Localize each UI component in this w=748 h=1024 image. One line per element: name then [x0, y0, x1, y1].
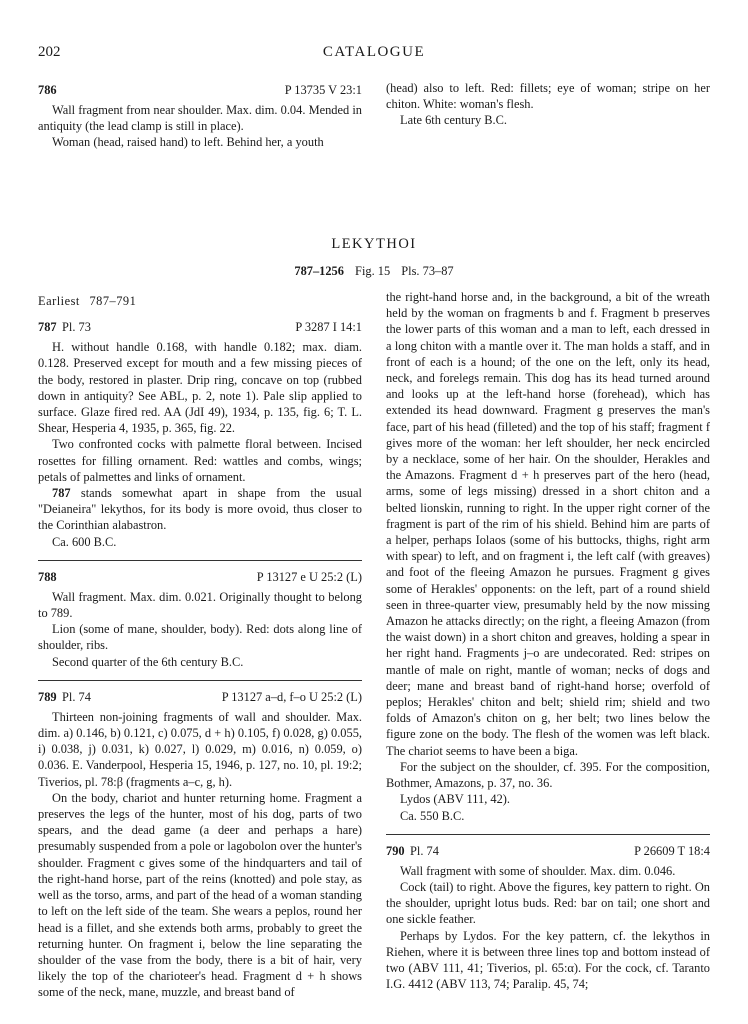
entry-789-decoration-continued: the right-hand horse and, in the background, a bit of the wreath held by the woman on fragments b and f. Fragment b preserves the lower parts of this woman and a man to left, each dressed in a long chiton with a mantle over it. The man holds a staff, and in front of each is a hound; of the one on the left, only its head, neck, and forelegs remain. This dog has its head turned around and looks up at the left-hand horse (forehead), which has extended its head downward. Fragment g preserves the man's face, part of his head (filleted) and the top of his staff; fragment f gives more of the woman: her left shoulder, her neck encircled by a necklace, some of her hair. On the shoulder, Herakles and the Amazons. Fragment d + h preserves part of the hero (head, arms, some of legs missing) dressed in a short chiton and a belted lionskin, running to right. In the upper right corner of the fragment is part of the rim of his shield. Behind him are parts of a helper, perhaps Iolaos (some of his buttocks, thighs, right arm with spear) to left, and on fragment i, the left calf (with greaves) and foot of the fleeing Amazon he pursues. Fragment g gives some of Herakles' opponents: on the left, part of a round shield seen in three-quarter view, presumably held by the now missing Amazon he attacks directly; on the right, a fleeing Amazon (from the waist down) in a short chiton and greaves, holding a spear in her right hand. Fragments j–o are undecorated. Red: stripes on mantle of male on right, mantle of woman; necks of dogs and deer; mane and breast band of right-hand horse; overfold of peplos; Herakles' chiton and belt; shield rim; shield and two folds of Amazon's chiton on g, her belt; two lines below the figure zone on the body. The flesh of the women was left black. The chariot seems to have been a biga.	[386, 290, 710, 758]
section-range: 787–1256	[294, 264, 344, 278]
section-title: LEKYTHOI	[331, 236, 417, 252]
entry-description: H. without handle 0.168, with handle 0.182; max. diam. 0.128. Preserved except for mouth and a few missing pieces of the body, restored in plaster. Drip ring, concave on top (rubbed down in antiquity? See ABL, p. 2, note 1). Pale slip applied to surface. Glaze fired red. AA (JdI 49), 1934, p. 135, fig. 6; T. L. Shear, Hesperia 4, 1935, p. 365, fig. 22.	[38, 340, 362, 436]
entry-divider	[38, 560, 362, 561]
subsection-range: 787–791	[89, 294, 137, 308]
entry-number: 790	[386, 843, 405, 858]
entry-decoration: Lion (some of mane, shoulder, body). Red: dots along line of shoulder, ribs.	[38, 622, 362, 653]
entry-786	[38, 80, 362, 151]
entry-789-date: Ca. 550 B.C.	[400, 808, 465, 823]
subsection-label: Earliest	[38, 294, 80, 308]
entry-decoration: Cock (tail) to right. Above the figures, key pattern to right. On the shoulder, upright lotus buds. Red: bar on tail; one short and one sickle feather.	[386, 879, 710, 927]
right-column	[386, 289, 710, 992]
inventory-number: P 26609 T 18:4	[634, 843, 710, 858]
plate-ref: Pl. 73	[62, 320, 91, 335]
entry-790	[386, 843, 710, 993]
entry-787	[38, 319, 362, 550]
cross-ref-number: 787	[52, 486, 71, 501]
entry-description: Wall fragment. Max. dim. 0.021. Originally thought to belong to 789.	[38, 589, 362, 621]
subsection-heading	[38, 293, 362, 309]
entry-description: Thirteen non-joining fragments of wall and shoulder. Max. dim. a) 0.146, b) 0.121, c) 0.075, d + h) 0.105, f) 0.028, g) 0.055, i) 0.038, j) 0.031, k) 0.027, l) 0.029, m) 0.016, n) 0.059, o) 0.036. E. Vanderpool, Hesperia 15, 1946, p. 127, no. 10, pl. 19:2; Tiverios, pl. 78:β (fragments a–c, g, h).	[38, 709, 362, 789]
entry-date: Ca. 600 B.C.	[52, 534, 117, 549]
section-range-line	[38, 264, 710, 279]
entry-decoration: On the body, chariot and hunter returning home. Fragment a preserves the legs of the hunter, most of his dog, parts of two spears, and the dead game (a deer and perhaps a hare) presumably suspended from a pole or lagobolon over the hunter's shoulder. Fragment c gives some of the hindquarters and tail of the right-hand horse, part of the reins (knotted) and pole stay, as well as the torso, arms, and part of the head of a woman standing to left on the left side of the team. She wears a peplos, round her head is a fillet, and she extends both arms, probably to greet the returning hunter. On fragment i, below the line separating the shoulder of the vase from the body, there is a bit of hair, very likely the top of the charioteer's head. Fragment d + h shows some of the neck, mane, muzzle, and breast band of	[38, 790, 362, 1000]
entry-header	[38, 82, 362, 100]
entry-comment: Perhaps by Lydos. For the key pattern, cf. the lekythos in Riehen, where it is between three lines top and bottom instead of two (ABV 111, 41; Tiverios, pl. 65:α). For the cock, cf. Taranto I.G. 4412 (ABV 113, 74; Paralip. 45, 74;	[386, 928, 710, 992]
entry-789	[38, 689, 362, 1001]
plate-ref: Pl. 74	[410, 843, 439, 858]
entry-description: Wall fragment with some of shoulder. Max. dim. 0.046.	[400, 863, 676, 878]
running-title: CATALOGUE	[322, 44, 426, 60]
entry-786-continued	[386, 80, 710, 129]
entry-divider	[38, 680, 362, 681]
plate-ref: Pl. 74	[62, 689, 91, 704]
page-number: 202	[38, 44, 61, 60]
entry-divider	[386, 834, 710, 835]
entry-decoration: Two confronted cocks with palmette floral between. Incised rosettes for filling ornament. Red: wattles and combs, wings; petals of palmettes and links of ornament.	[38, 437, 362, 484]
entry-header	[386, 843, 710, 861]
entry-789-comment: For the subject on the shoulder, cf. 395. For the composition, Bothmer, Amazons, p. 37, no. 36.	[386, 759, 710, 791]
entry-decoration-continued: (head) also to left. Red: fillets; eye of woman; stripe on her chiton. White: woman's flesh.	[386, 81, 710, 112]
left-column	[38, 293, 362, 1001]
inventory-number: P 13127 e U 25:2 (L)	[256, 569, 362, 584]
entry-789-attribution: Lydos (ABV 111, 42).	[400, 792, 511, 807]
entry-comment	[38, 485, 362, 534]
entry-description: Wall fragment from near shoulder. Max. dim. 0.04. Mended in antiquity (the lead clamp is still in place).	[38, 103, 362, 134]
inventory-number: P 13127 a–d, f–o U 25:2 (L)	[221, 689, 362, 704]
entry-number: 786	[38, 83, 57, 97]
section-figure-ref: Fig. 15	[355, 264, 391, 278]
entry-decoration: Woman (head, raised hand) to left. Behind her, a youth	[52, 135, 324, 150]
entry-date: Second quarter of the 6th century B.C.	[52, 654, 244, 669]
inventory-number: P 3287 I 14:1	[295, 320, 362, 335]
entry-header	[38, 689, 362, 707]
entry-date: Late 6th century B.C.	[400, 113, 508, 128]
section-plates-ref: Pls. 73–87	[401, 264, 454, 278]
entry-number: 787	[38, 320, 57, 335]
running-header	[38, 44, 710, 64]
entry-number: 788	[38, 569, 57, 584]
entry-number: 789	[38, 689, 57, 704]
entry-788	[38, 569, 362, 670]
entry-header	[38, 569, 362, 587]
entry-header	[38, 319, 362, 337]
entry-comment-text: stands somewhat apart in shape from the usual "Deianeira" lekythos, for its body is more ovoid, thus closer to the Corinthian alabastron.	[38, 486, 362, 533]
inventory-number: P 13735 V 23:1	[284, 83, 362, 97]
